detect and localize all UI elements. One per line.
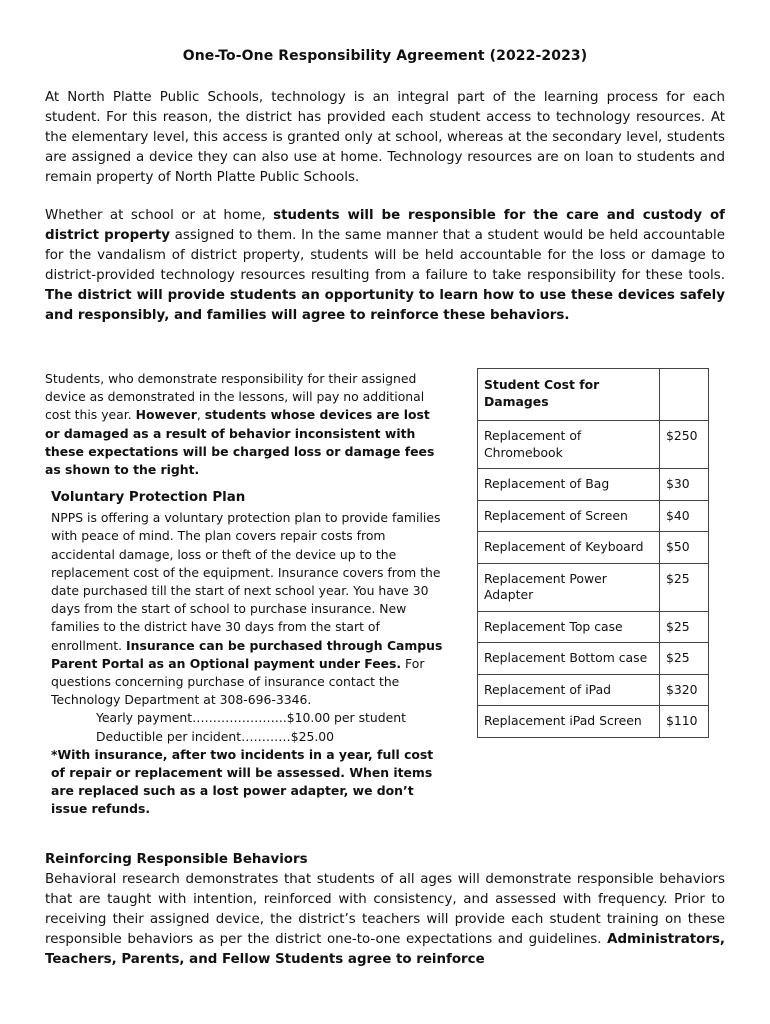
row-item: Replacement of Chromebook [478, 421, 660, 469]
damage-cost-table [477, 368, 709, 738]
reinforcing-heading: Reinforcing Responsible Behaviors [45, 852, 308, 867]
reinforcing-section [45, 850, 725, 970]
deductible-line: Deductible per incident…………$25.00 [96, 728, 335, 744]
row-item: Replacement of Keyboard [478, 532, 660, 564]
protection-plan-paragraph [51, 509, 445, 709]
row-price: $50 [659, 532, 708, 564]
damage-bold-2: students whose devices are lost or damaged as a result of behavior inconsistent with these expectations will be charged loss or damage fees as shown to the right. [45, 407, 435, 478]
table-row [478, 674, 709, 706]
table-row [478, 532, 709, 564]
row-item: Replacement Top case [478, 611, 660, 643]
row-item: Replacement of Screen [478, 500, 660, 532]
damage-text-2: , [196, 407, 205, 423]
table-row [478, 469, 709, 501]
row-price: $30 [659, 469, 708, 501]
plan-text-1: NPPS is offering a voluntary protection plan to provide families with peace of mind. The plan covers repair costs from accidental damage, loss or theft of the device up to the replacement cost of the equipment. Insurance covers from the date purchased till the start of next school year. You have 30 days from the start of school to purchase insurance. New families to the district have 30 days from the start of enrollment. [51, 510, 441, 653]
plan-text-2: For questions concerning purchase of insurance contact the Technology Department at 308-696-3346. [51, 655, 425, 708]
table-row [478, 500, 709, 532]
responsibility-bold-2: The district will provide students an opportunity to learn how to use these devices safely and responsibly, and families will agree to reinforce these behaviors. [45, 288, 725, 323]
reinforcing-bold-1: Administrators, Teachers, Parents, and Fellow Students agree to reinforce [45, 932, 725, 967]
row-item: Replacement iPad Screen [478, 706, 660, 738]
row-price: $25 [659, 611, 708, 643]
responsibility-text-2: assigned to them. In the same manner that a student would be held accountable for the vandalism of district property, students will be held accountable for the loss or damage to district-provided technology resources resulting from a failure to take responsibility for these tools. [45, 228, 725, 283]
insurance-warning: *With insurance, after two incidents in a year, full cost of repair or replacement will be assessed. When items are replaced such as a lost power adapter, we don’t issue refunds. [51, 746, 434, 817]
left-column [45, 370, 445, 819]
intro-paragraph: At North Platte Public Schools, technology is an integral part of the learning process for each student. For this reason, the district has provided each student access to technology resources. At the elementary level, this access is granted only at school, whereas at the secondary level, students are assigned a device they can also use at home. Technology resources are on loan to students and remain property of North Platte Public Schools. [45, 90, 725, 185]
responsibility-bold-1: students will be responsible for the care and custody of district property [45, 208, 726, 243]
table-row [478, 563, 709, 611]
document-page [45, 46, 726, 967]
row-item: Replacement of iPad [478, 674, 660, 706]
row-price: $25 [659, 563, 708, 611]
reinforcing-paragraph [45, 870, 725, 970]
protection-plan-heading: Voluntary Protection Plan [51, 490, 246, 506]
row-price: $320 [659, 674, 708, 706]
protection-plan-section [45, 489, 445, 818]
row-item: Replacement of Bag [478, 469, 660, 501]
row-price: $250 [659, 421, 708, 469]
row-item: Replacement Bottom case [478, 643, 660, 675]
reinforcing-text-1: Behavioral research demonstrates that students of all ages will demonstrate responsible behaviors that are taught with intention, reinforced with consistency, and assessed with frequency. Prior to receiving their assigned device, the district’s teachers will provide each student training on these responsible behaviors as per the district one-to-one expectations and guidelines. [45, 872, 725, 947]
damage-bold-1: However [135, 407, 197, 423]
row-price: $25 [659, 643, 708, 675]
responsibility-paragraph [45, 206, 725, 326]
table-header-empty-cell [659, 369, 708, 421]
damage-text-1: Students, who demonstrate responsibility for their assigned device as demonstrated in the lessons, will pay no additional cost this year. [45, 371, 425, 423]
responsibility-text-1: Whether at school or at home, [45, 208, 274, 223]
row-price: $40 [659, 500, 708, 532]
table-header-cell: Student Cost for Damages [478, 369, 660, 421]
plan-bold-1: Insurance can be purchased through Campus Parent Portal as an Optional payment under Fees. [51, 637, 443, 671]
table-row [478, 421, 709, 469]
table-row [478, 611, 709, 643]
table-row [478, 706, 709, 738]
table-row [478, 643, 709, 675]
table-header-row [478, 369, 709, 421]
damage-fees-paragraph [45, 370, 445, 479]
yearly-payment-line: Yearly payment…………………..$10.00 per student [96, 710, 406, 726]
document-title: One-To-One Responsibility Agreement (2022-2023) [182, 48, 588, 64]
row-item: Replacement Power Adapter [478, 563, 660, 611]
row-price: $110 [659, 706, 708, 738]
